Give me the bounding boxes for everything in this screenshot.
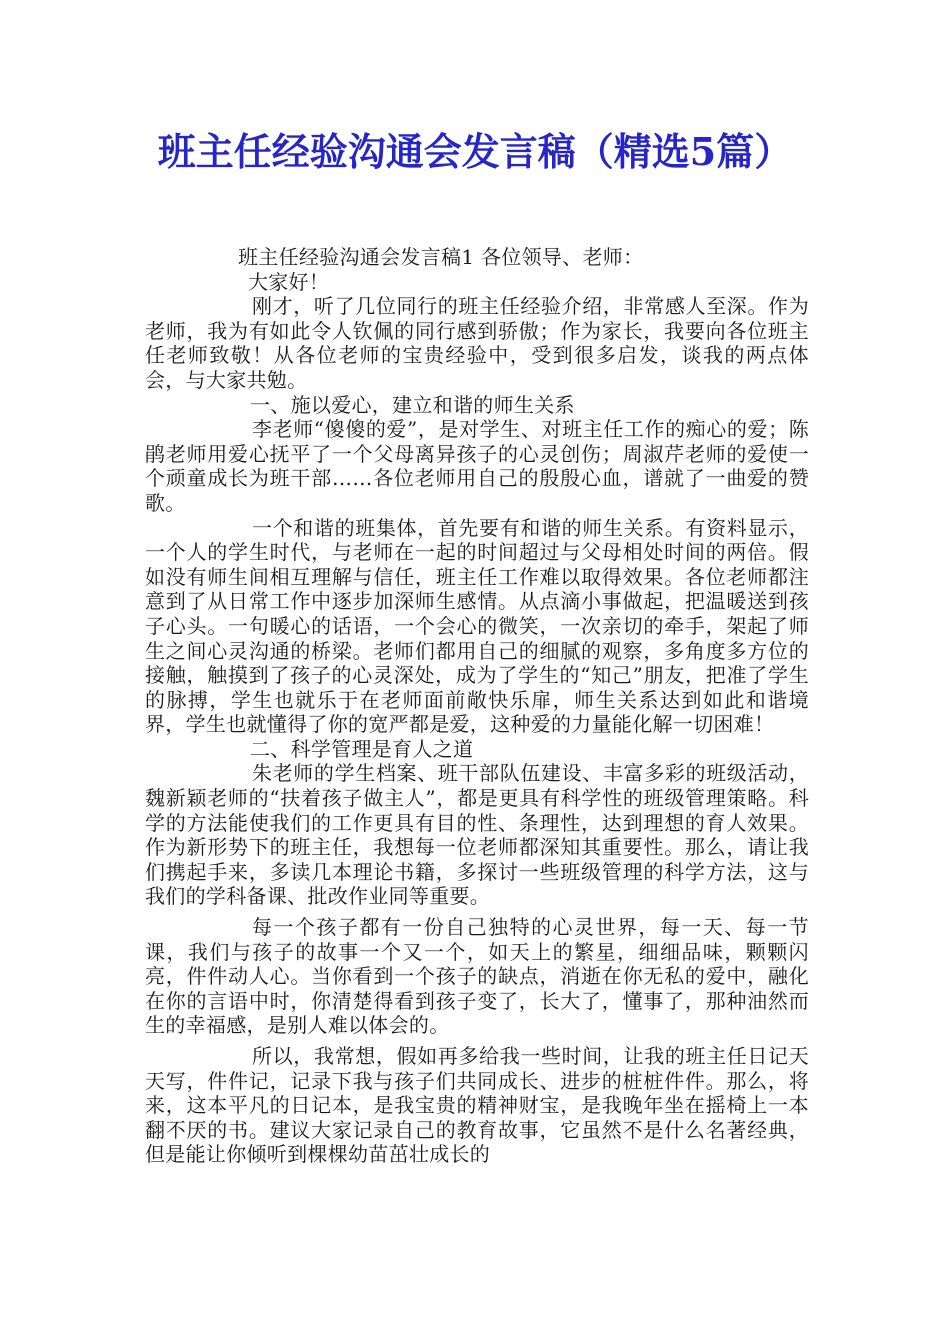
- section-heading: 一、施以爱心，建立和谐的师生关系: [250, 392, 575, 417]
- opening-line: 班主任经验沟通会发言稿1 各位领导、老师：: [238, 245, 644, 269]
- paragraph: 刚才，听了几位同行的班主任经验介绍，非常感人至深。作为老师，我为有如此令人钦佩的同行感到骄傲；作为家长，我要向各位班主任老师致敬！从各位老师的宝贵经验中，受到很多启发，谈我的两点体会，与大家共勉。: [145, 294, 809, 392]
- paragraph: 一个和谐的班集体，首先要有和谐的师生关系。有资料显示，一个人的学生时代，与老师在一起的时间超过与父母相处时间的两倍。假如没有师生间相互理解与信任，班主任工作难以取得效果。各位老师都注意到了从日常工作中逐步加深师生感情。从点滴小事做起，把温暖送到孩子心头。一句暖心的话语，一个会心的微笑，一次亲切的牵手，架起了师生之间心灵沟通的桥梁。老师们都用自己的细腻的观察，多角度多方位的接触，触摸到了孩子的心灵深处，成为了学生的“知己”朋友，把准了学生的脉搏，学生也就乐于在老师面前敞快乐扉，师生关系达到如此和谐境界，学生也就懂得了你的宽严都是爱，这种爱的力量能化解一切困难！: [145, 515, 809, 737]
- paragraph: 朱老师的学生档案、班干部队伍建设、丰富多彩的班级活动，魏新颖老师的“扶着孩子做主人”，都是更具有科学性的班级管理策略。科学的方法能使我们的工作更具有目的性、条理性，达到理想的育人效果。作为新形势下的班主任，我想每一位老师都深知其重要性。那么，请让我们携起手来，多读几本理论书籍，多探讨一些班级管理的科学方法，这与我们的学科备课、批改作业同等重要。: [145, 761, 809, 909]
- paragraph: 每一个孩子都有一份自己独特的心灵世界，每一天、每一节课，我们与孩子的故事一个又一个，如天上的繁星，细细品味，颗颗闪亮，件件动人心。当你看到一个孩子的缺点，消逝在你无私的爱中，融化在你的言语中时，你清楚得看到孩子变了，长大了，懂事了，那种油然而生的幸福感，是别人难以体会的。: [145, 915, 809, 1038]
- paragraph: 所以，我常想，假如再多给我一些时间，让我的班主任日记天天写，件件记，记录下我与孩子们共同成长、进步的桩桩件件。那么，将来，这本平凡的日记本，是我宝贵的精神财宝，是我晚年坐在摇椅上一本翻不厌的书。建议大家记录自己的教育故事，它虽然不是什么名著经典，但是能让你倾听到棵棵幼苗茁壮成长的: [145, 1044, 809, 1167]
- document-title: 班主任经验沟通会发言稿（精选5篇）: [157, 129, 793, 174]
- greeting: 大家好！: [248, 269, 330, 294]
- document-body: [145, 245, 809, 1167]
- paragraph: 李老师“傻傻的爱”，是对学生、对班主任工作的痴心的爱；陈鹃老师用爱心抚平了一个父母离异孩子的心灵创伤；周淑芹老师的爱使一个顽童成长为班干部……各位老师用自己的殷殷心血，谱就了一曲爱的赞歌。: [145, 417, 809, 515]
- section-heading: 二、科学管理是育人之道: [250, 736, 474, 761]
